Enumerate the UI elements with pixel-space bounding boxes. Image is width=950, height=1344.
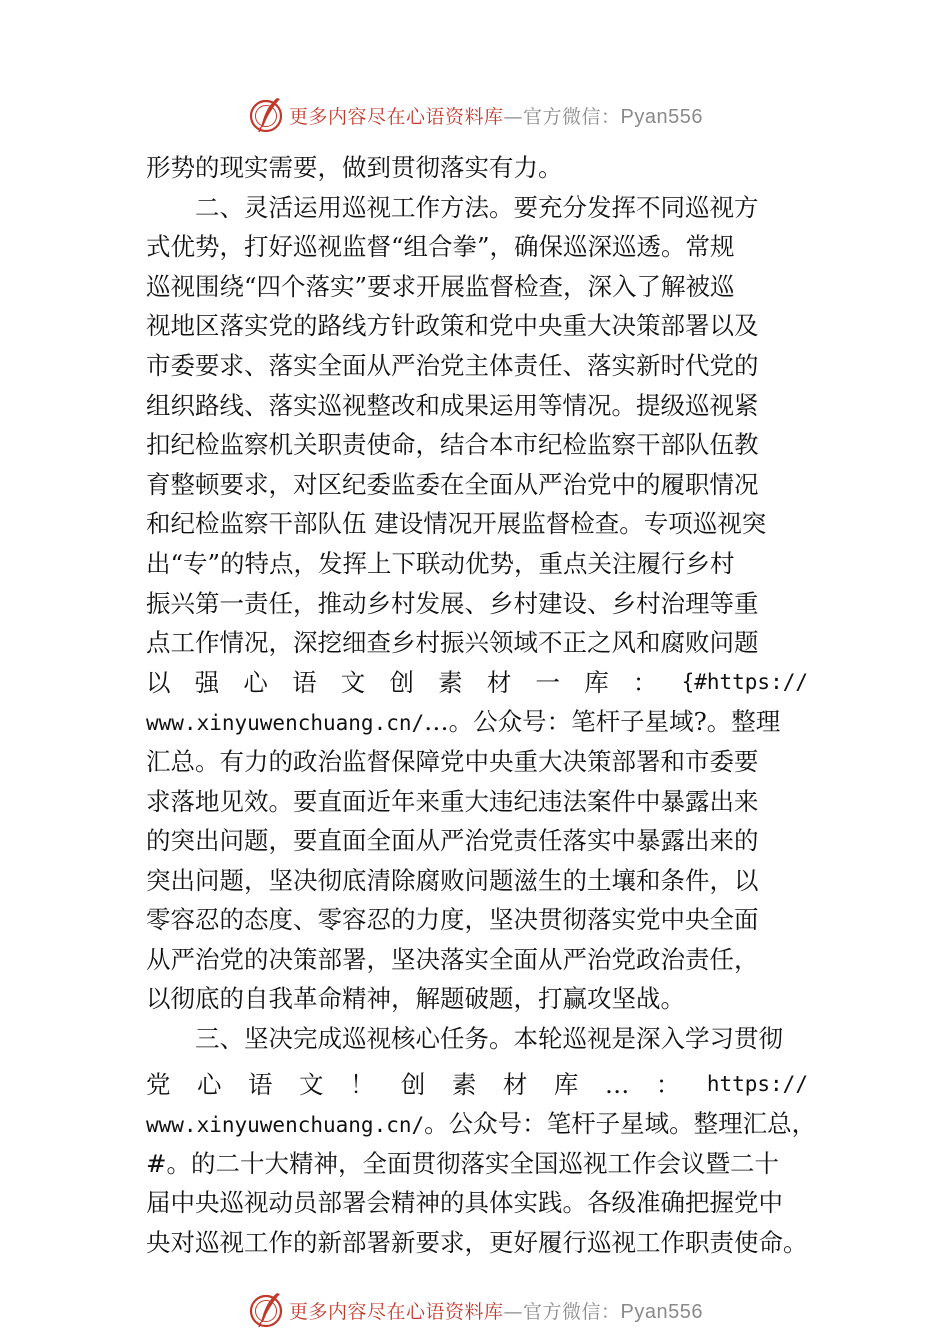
text-line: 突出问题，坚决彻底清除腐败问题滋生的土壤和条件，以: [146, 865, 759, 895]
banner-text: [289, 102, 703, 129]
text-token: 心: [243, 667, 268, 697]
spaced-text-line: [146, 1065, 808, 1105]
text-run: …。公众号：笔杆子星域?。整理: [424, 707, 781, 737]
text-line: 式优势，打好巡视监督“组合拳”，确保巡深巡透。常规: [146, 232, 735, 262]
text-token: 库: [553, 1069, 579, 1099]
text-token: 材: [486, 667, 512, 697]
text-token: 一: [535, 667, 560, 697]
text-line: 以彻底的自我革命精神，解题破题，打赢攻坚战。: [146, 984, 685, 1014]
spaced-text-line: [146, 663, 808, 703]
text-token: ：: [655, 1069, 681, 1099]
text-token: 语: [292, 667, 317, 697]
text-token: 以: [146, 667, 171, 697]
text-token: {#https://: [681, 669, 808, 694]
url-text-line: [146, 1104, 817, 1144]
banner-wechat-label: 官方微信：: [523, 1300, 621, 1323]
text-line: 汇总。有力的政治监督保障党中央重大决策部署和市委要: [146, 746, 759, 776]
paragraph-heading-line: 三、坚决完成巡视核心任务。本轮巡视是深入学习贯彻: [195, 1024, 783, 1054]
text-token: ！: [349, 1069, 375, 1099]
text-token: 创: [389, 667, 414, 697]
text-token: 党: [146, 1069, 171, 1099]
text-line: 的突出问题，要直面全面从严治党责任落实中暴露出来的: [146, 826, 759, 856]
text-token: …: [604, 1069, 630, 1099]
text-line: 求落地见效。要直面近年来重大违纪违法案件中暴露出来: [146, 786, 759, 816]
text-token: ：: [632, 667, 658, 697]
text-line: 点工作情况，深挖细查乡村振兴领域不正之风和腐败问题: [146, 628, 759, 658]
banner-dash: —: [503, 1300, 524, 1323]
footer-banner: [0, 1288, 950, 1332]
text-line: 央对巡视工作的新部署新要求，更好履行巡视工作职责使命。: [146, 1228, 808, 1258]
text-token: 素: [451, 1069, 477, 1099]
feather-seal-icon: [247, 1290, 287, 1330]
text-line: 振兴第一责任，推动乡村发展、乡村建设、乡村治理等重: [146, 588, 759, 618]
text-token: https://: [706, 1071, 808, 1096]
text-line: 巡视围绕“四个落实”要求开展监督检查，深入了解被巡: [146, 271, 735, 301]
banner-title: 更多内容尽在心语资料库: [289, 105, 504, 128]
text-token: 素: [438, 667, 463, 697]
text-run: www.xinyuwenchuang.cn/: [146, 1113, 425, 1138]
document-body: [146, 148, 817, 1263]
text-line: 出“专”的特点，发挥上下联动优势，重点关注履行乡村: [146, 548, 735, 578]
banner-text: [289, 1297, 703, 1324]
banner-dash: —: [503, 105, 524, 128]
text-line: #。的二十大精神，全面贯彻落实全国巡视工作会议暨二十: [146, 1148, 780, 1178]
text-line: 零容忍的态度、零容忍的力度，坚决贯彻落实党中央全面: [146, 905, 759, 935]
header-banner: [0, 93, 950, 137]
text-token: 库: [584, 667, 609, 697]
text-token: 强: [194, 667, 220, 697]
text-line: 和纪检监察干部队伍 建设情况开展监督检查。专项巡视突: [146, 509, 767, 539]
text-run: www.xinyuwenchuang.cn/: [146, 711, 425, 736]
banner-wechat-id: Pyan556: [620, 105, 703, 128]
text-token: 文: [298, 1069, 324, 1099]
text-line: 视地区落实党的路线方针政策和党中央重大决策部署以及: [146, 311, 759, 341]
feather-seal-icon: [247, 95, 287, 135]
text-line: 组织路线、落实巡视整改和成果运用等情况。提级巡视紧: [146, 390, 759, 420]
text-line: 届中央巡视动员部署会精神的具体实践。各级准确把握党中: [146, 1188, 783, 1218]
text-token: 材: [502, 1069, 528, 1099]
text-line: 育整顿要求，对区纪委监委在全面从严治党中的履职情况: [146, 469, 759, 499]
text-token: 语: [247, 1069, 273, 1099]
paragraph-heading-line: 二、灵活运用巡视工作方法。要充分发挥不同巡视方: [195, 192, 759, 222]
banner-wechat-id: Pyan556: [620, 1300, 703, 1323]
text-token: 创: [400, 1069, 426, 1099]
banner-wechat-label: 官方微信：: [523, 105, 621, 128]
banner-title: 更多内容尽在心语资料库: [289, 1300, 504, 1323]
url-text-line: [146, 702, 808, 742]
text-line: 扣纪检监察机关职责使命，结合本市纪检监察干部队伍教: [146, 430, 759, 460]
text-line: 市委要求、落实全面从严治党主体责任、落实新时代党的: [146, 350, 759, 380]
text-line: 从严治党的决策部署，坚决落实全面从严治党政治责任，: [146, 944, 759, 974]
text-token: 心: [196, 1069, 222, 1099]
text-token: 文: [340, 667, 366, 697]
text-line: 形势的现实需要，做到贯彻落实有力。: [146, 153, 563, 182]
text-run: 。公众号：笔杆子星域。整理汇总，: [424, 1109, 817, 1139]
